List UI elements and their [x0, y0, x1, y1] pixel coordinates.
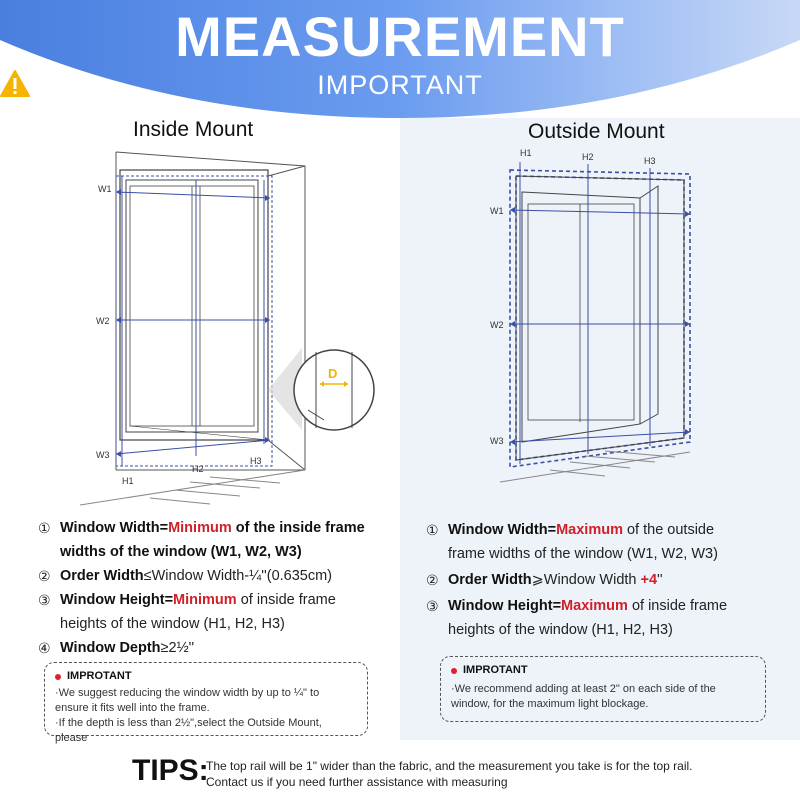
rule-number: ① [426, 522, 439, 538]
rule-highlight: +4 [640, 572, 658, 588]
label-h1: H1 [520, 148, 532, 158]
rule-text: heights of the window (H1, H2, H3) [60, 616, 285, 632]
header-banner [0, 0, 800, 120]
rule-text: Window Depth [60, 640, 161, 656]
rule-number: ③ [426, 598, 439, 614]
label-w1: W1 [490, 206, 504, 216]
label-h3: H3 [644, 156, 656, 166]
outside-rule-1 [426, 518, 796, 566]
label-h1: H1 [122, 476, 134, 486]
rule-highlight: Minimum [168, 520, 232, 536]
note-line: ·We recommend adding at least 2" on each side of the [451, 683, 716, 695]
rule-text: '' [657, 572, 663, 588]
note-line: window, for the maximum light blockage. [451, 698, 649, 710]
important-label: IMPORTANT [317, 70, 483, 100]
rule-text: Order Width [60, 568, 144, 584]
floor-hatching [500, 451, 690, 482]
rule-text: ≥2½'' [160, 640, 195, 656]
inside-rule-1 [38, 516, 398, 564]
rule-highlight: Maximum [556, 522, 623, 538]
width-arrows [510, 210, 690, 442]
rule-text: Window Height= [60, 592, 174, 608]
note-heading-text: IMPROTANT [463, 664, 528, 676]
window-frame [120, 170, 268, 440]
rule-text: widths of the window (W1, W2, W3) [60, 544, 302, 560]
inside-rule-3 [38, 588, 398, 636]
tips-text [206, 758, 693, 790]
note-line: ·We suggest reducing the window width by up to ¼" to [55, 687, 320, 699]
note-line: ensure it fits well into the frame. [55, 702, 210, 714]
window-frame [516, 176, 684, 460]
outside-rule-3 [426, 594, 796, 642]
note-line: ·If the depth is less than 2½",select the Outside Mount, please [55, 717, 322, 744]
rule-number: ③ [38, 592, 51, 608]
page-title: MEASUREMENT [175, 5, 625, 68]
inside-mount-diagram [80, 140, 400, 510]
rule-text: Window Width= [448, 522, 557, 538]
outside-important-note [440, 656, 766, 722]
tips-footer [0, 748, 800, 800]
rule-number: ② [426, 572, 439, 588]
rule-number: ① [38, 520, 51, 536]
rule-number: ④ [38, 640, 51, 656]
note-heading [55, 669, 357, 684]
rule-text: of the inside frame [231, 520, 365, 536]
arrow-heads [510, 207, 690, 445]
rule-text: heights of the window (H1, H2, H3) [448, 622, 673, 638]
rule-text: ⩾Window Width [531, 572, 641, 588]
rule-number: ② [38, 568, 51, 584]
inside-mount-title: Inside Mount [133, 118, 254, 141]
tips-line: Contact us if you need further assistance with measuring [206, 775, 508, 789]
label-h3: H3 [250, 456, 262, 466]
floor-hatching [80, 470, 305, 505]
rule-text: ≤Window Width-¼''(0.635cm) [143, 568, 333, 584]
wall-outline [116, 152, 305, 470]
arrow-heads [116, 189, 270, 457]
depth-magnifier [268, 348, 374, 430]
inside-important-note [44, 662, 368, 744]
tips-line: The top rail will be 1" wider than the fabric, and the measurement you take is for the top rail. [206, 759, 693, 773]
rule-text: of inside frame [627, 598, 728, 614]
note-heading [451, 663, 755, 678]
label-w3: W3 [96, 450, 110, 460]
label-w2: W2 [490, 320, 504, 330]
outside-mount-title: Outside Mount [528, 120, 665, 143]
height-arrows [122, 176, 264, 466]
bullet-dot-icon [55, 674, 61, 680]
measure-boundary [116, 176, 272, 466]
rule-highlight: Minimum [173, 592, 237, 608]
note-heading-text: IMPROTANT [67, 670, 132, 682]
warning-icon [0, 70, 30, 97]
width-arrows [116, 192, 270, 454]
inside-rule-2 [38, 564, 398, 588]
rule-text: Window Height= [448, 598, 562, 614]
rule-text: frame widths of the window (W1, W2, W3) [448, 546, 718, 562]
rule-text: Order Width [448, 572, 532, 588]
tips-label: TIPS: [132, 754, 209, 787]
label-w1: W1 [98, 184, 112, 194]
outside-rule-2 [426, 568, 796, 592]
outside-rules [426, 518, 796, 642]
bullet-dot-icon [451, 668, 457, 674]
height-arrows [520, 162, 650, 464]
label-w3: W3 [490, 436, 504, 446]
rule-text: of the outside [622, 522, 715, 538]
measure-boundary [510, 170, 690, 467]
inside-rules [38, 516, 398, 660]
rule-text: Window Width= [60, 520, 169, 536]
inside-rule-4 [38, 636, 398, 660]
important-banner [0, 70, 800, 101]
rule-highlight: Maximum [561, 598, 628, 614]
label-h2: H2 [192, 464, 204, 474]
label-depth: D [328, 366, 338, 381]
label-h2: H2 [582, 152, 594, 162]
rule-text: of inside frame [236, 592, 336, 608]
label-w2: W2 [96, 316, 110, 326]
outside-mount-diagram [480, 142, 720, 487]
